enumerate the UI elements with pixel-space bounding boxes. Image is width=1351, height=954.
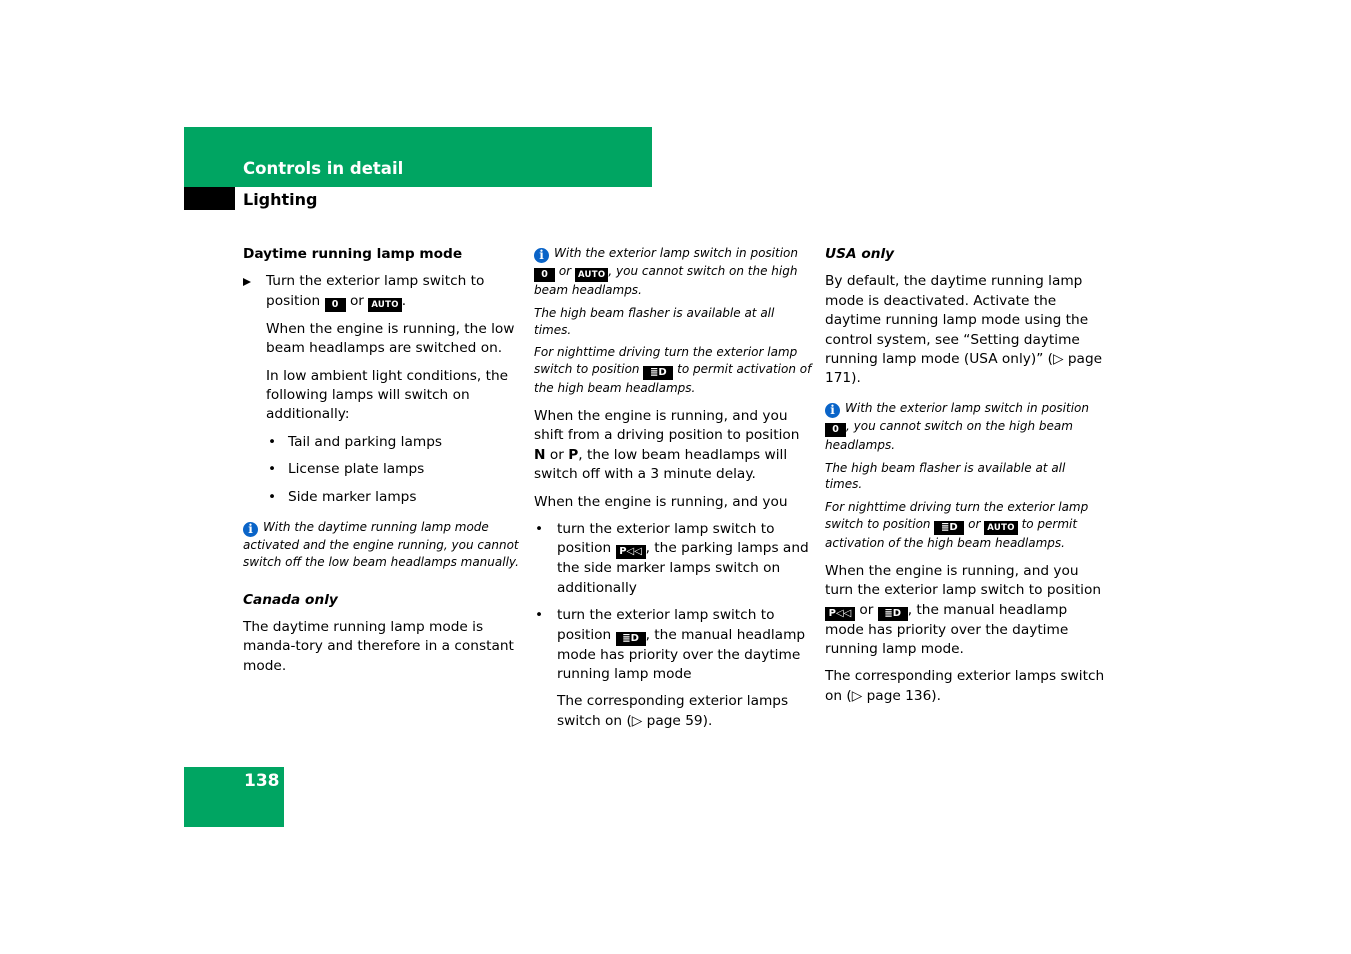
parking-lamp-icon: P◁◁ [616, 545, 646, 559]
paragraph: The corresponding exterior lamps switch on (▷ page 59). [557, 693, 789, 729]
column-2 [534, 245, 814, 739]
instruction-step: Turn the exterior lamp switch to position 0 or AUTO . [243, 272, 528, 311]
step-arrow-icon [243, 278, 251, 286]
switch-auto-icon: AUTO [984, 521, 1017, 535]
paragraph: In low ambient light conditions, the following lamps will switch on additionally: [266, 367, 509, 423]
column-3 [825, 245, 1105, 714]
list-item: • turn the exterior lamp switch to position ≣D , the manual headlamp mode has priority over the daytime running lamp mode [535, 607, 806, 683]
info-note: i With the exterior lamp switch in position 0 or AUTO , you cannot switch on the high beam headlamps. [534, 246, 798, 297]
switch-zero-icon: 0 [325, 298, 346, 312]
info-icon: i [825, 403, 840, 418]
header-bar [184, 127, 652, 187]
list-item: • turn the exterior lamp switch to position P◁◁ , the parking lamps and the side marker lamps switch on additionally [535, 521, 809, 596]
list-item: • Tail and parking lamps [268, 433, 443, 450]
note-text: The high beam flasher is available at all times. [534, 305, 775, 337]
page-number: 138 [244, 771, 280, 791]
switch-auto-icon: AUTO [575, 268, 608, 282]
switch-auto-icon: AUTO [368, 298, 401, 312]
heading-daytime-running: Daytime running lamp mode [243, 246, 463, 262]
low-beam-icon: ≣D [643, 366, 673, 380]
parking-lamp-icon: P◁◁ [825, 607, 855, 621]
switch-zero-icon: 0 [825, 423, 846, 437]
section-title: Controls in detail [243, 159, 404, 178]
paragraph: By default, the daytime running lamp mode is deactivated. Activate the daytime running lamp mode using the control system, see “Setting daytime running lamp mode (USA only)” (▷ page 171). [825, 273, 1103, 387]
paragraph: When the engine is running, and you shift from a driving position to position N or P, the low beam headlamps will switch off with a 3 minute delay. [534, 407, 800, 483]
paragraph: When the engine is running, and you [534, 493, 788, 510]
info-note: i With the exterior lamp switch in position 0 , you cannot switch on the high beam headlamps. [825, 400, 1089, 452]
info-icon: i [534, 248, 549, 263]
subsection-marker [184, 187, 235, 210]
heading-usa: USA only [825, 246, 895, 262]
switch-zero-icon: 0 [534, 268, 555, 282]
paragraph: When the engine is running, the low beam headlamps are switched on. [266, 320, 515, 357]
subsection-title: Lighting [243, 190, 318, 209]
note-text: For nighttime driving turn the exterior lamp switch to position ≣D or AUTO to permit activation of the high beam headlamps. [825, 500, 1089, 551]
low-beam-icon: ≣D [934, 521, 964, 535]
info-icon: i [243, 522, 258, 537]
heading-canada: Canada only [243, 591, 338, 608]
column-1 [243, 245, 528, 684]
paragraph: The corresponding exterior lamps switch on (▷ page 136). [825, 668, 1105, 704]
note-text: For nighttime driving turn the exterior lamp switch to position ≣D to permit activation of the high beam headlamps. [534, 345, 812, 396]
list-item: • License plate lamps [268, 461, 425, 478]
paragraph: The daytime running lamp mode is manda-tory and therefore in a constant mode. [243, 619, 514, 674]
list-item: • Side marker lamps [268, 488, 417, 505]
low-beam-icon: ≣D [878, 607, 908, 621]
low-beam-icon: ≣D [616, 632, 646, 646]
info-note: i With the daytime running lamp mode activated and the engine running, you cannot switch off the low beam headlamps manually. [243, 520, 519, 569]
paragraph: When the engine is running, and you turn the exterior lamp switch to position P◁◁ or ≣D , the manual headlamp mode has priority over the daytime running lamp mode. [825, 562, 1102, 658]
note-text: The high beam flasher is available at all times. [825, 460, 1066, 492]
